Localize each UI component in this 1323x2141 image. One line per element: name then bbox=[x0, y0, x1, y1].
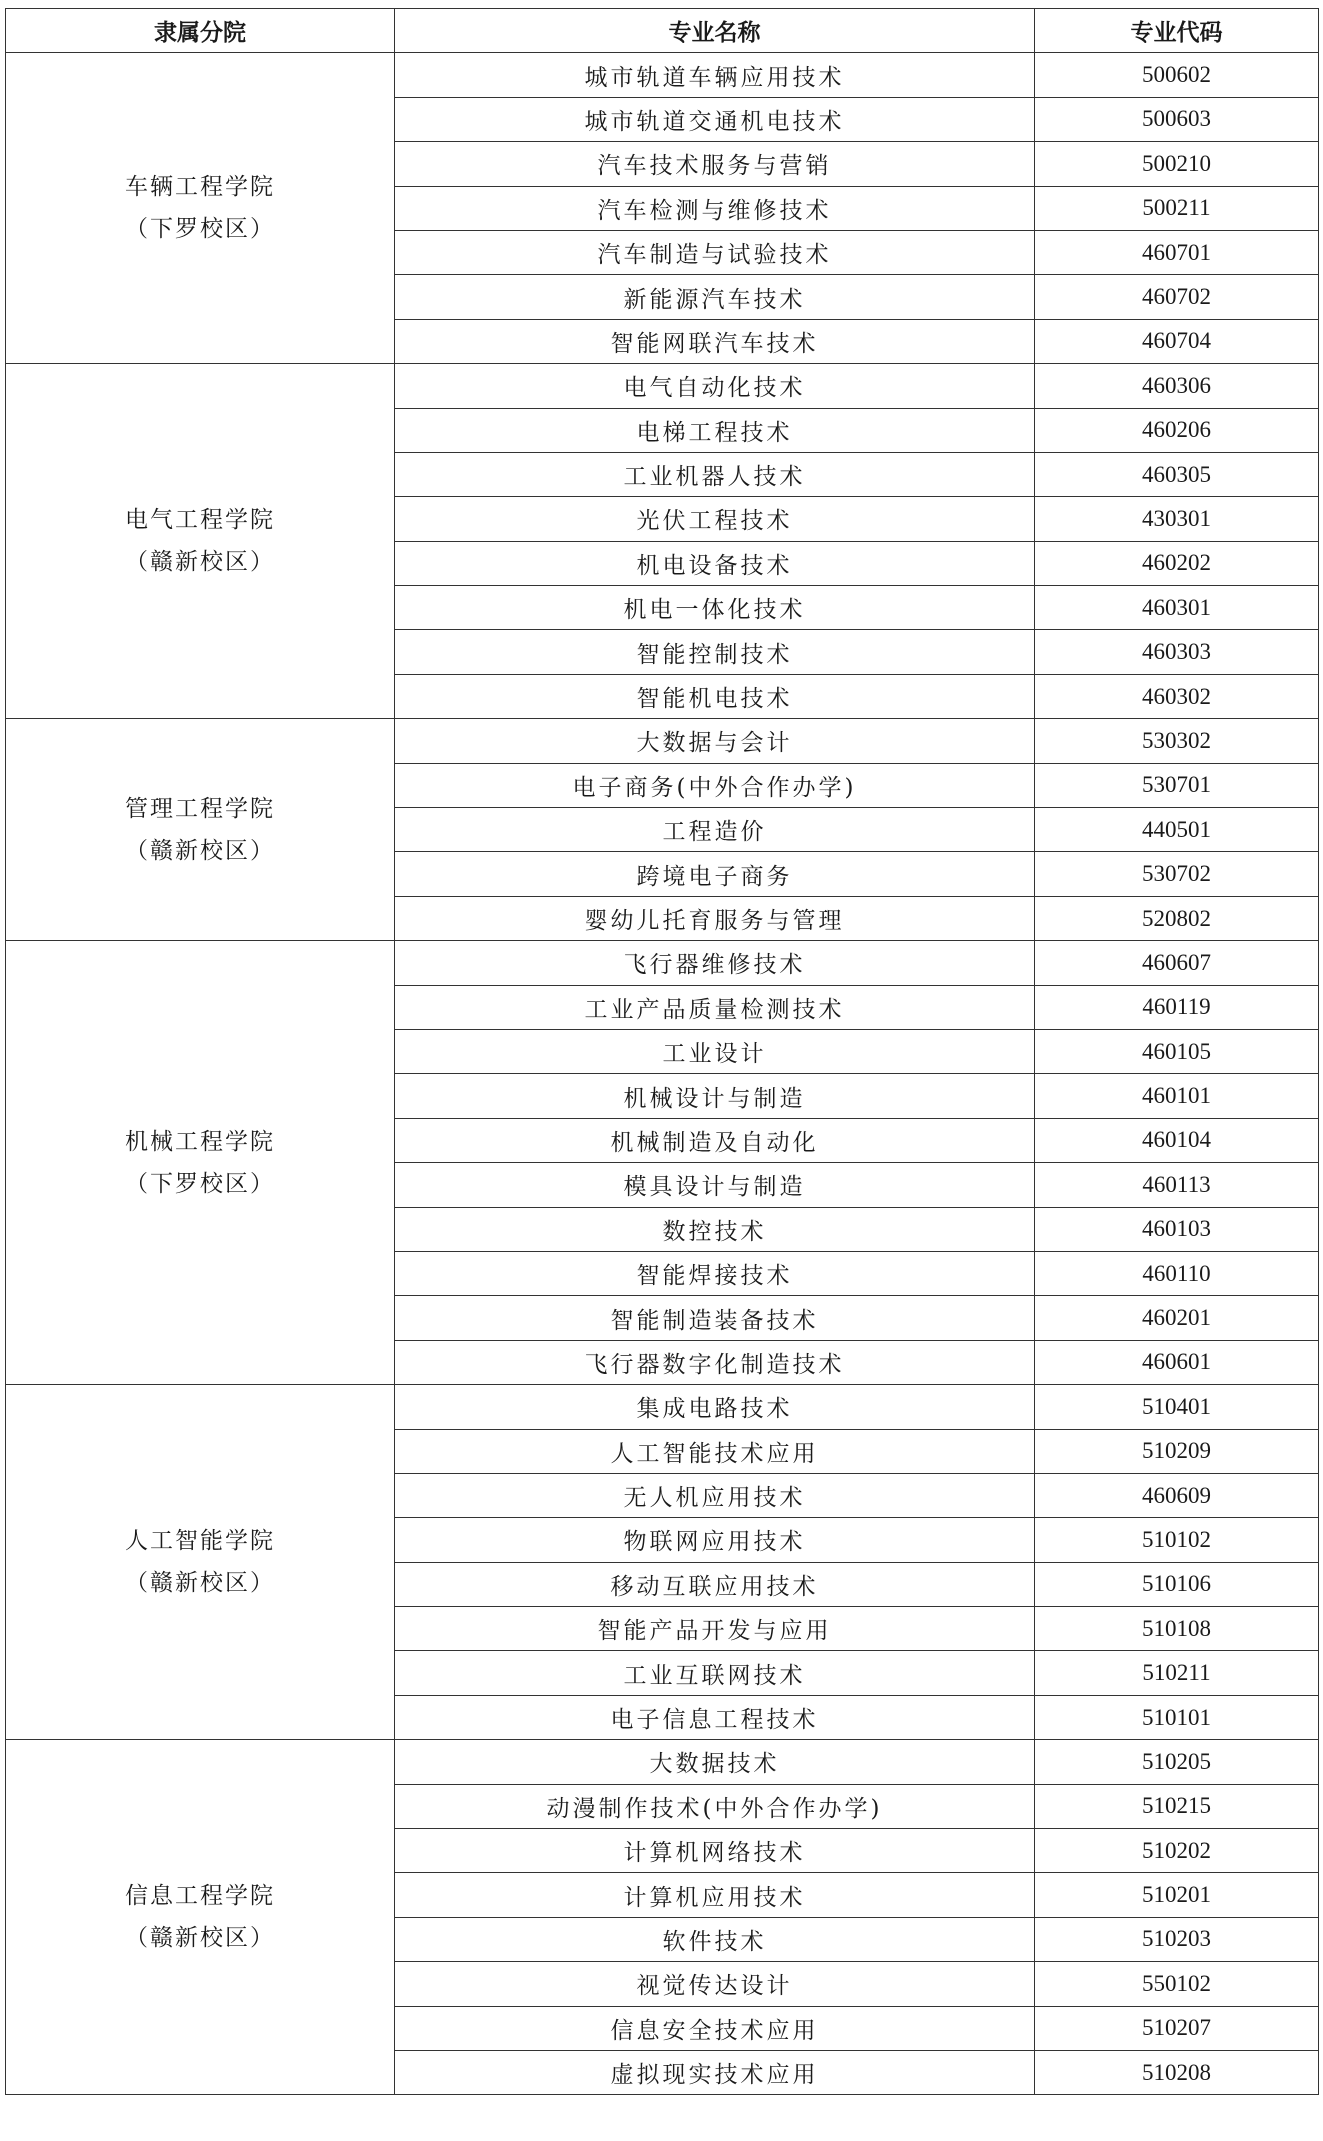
major-name: 模具设计与制造 bbox=[395, 1163, 1035, 1207]
college-name: 机械工程学院 bbox=[125, 1128, 275, 1155]
major-code: 500211 bbox=[1035, 186, 1319, 230]
table-row bbox=[6, 364, 1319, 408]
major-code: 530302 bbox=[1035, 719, 1319, 763]
major-name: 移动互联应用技术 bbox=[395, 1562, 1035, 1606]
major-code: 510209 bbox=[1035, 1429, 1319, 1473]
major-code: 460202 bbox=[1035, 541, 1319, 585]
college-name: 电气工程学院 bbox=[125, 507, 275, 534]
major-code: 460306 bbox=[1035, 364, 1319, 408]
major-code: 460609 bbox=[1035, 1473, 1319, 1517]
major-name: 软件技术 bbox=[395, 1917, 1035, 1961]
major-name: 智能机电技术 bbox=[395, 674, 1035, 718]
major-name: 智能产品开发与应用 bbox=[395, 1607, 1035, 1651]
college-name: 车辆工程学院 bbox=[125, 174, 275, 201]
major-name: 智能制造装备技术 bbox=[395, 1296, 1035, 1340]
major-name: 跨境电子商务 bbox=[395, 852, 1035, 896]
major-name: 智能网联汽车技术 bbox=[395, 319, 1035, 363]
major-code: 460206 bbox=[1035, 408, 1319, 452]
college-cell bbox=[6, 1740, 395, 2095]
major-name: 电子商务(中外合作办学) bbox=[395, 763, 1035, 807]
major-code: 510201 bbox=[1035, 1873, 1319, 1917]
major-name: 机电一体化技术 bbox=[395, 586, 1035, 630]
major-code: 430301 bbox=[1035, 497, 1319, 541]
college-campus: （下罗校区） bbox=[125, 1170, 275, 1197]
major-code: 460104 bbox=[1035, 1118, 1319, 1162]
table-row bbox=[6, 1385, 1319, 1429]
major-code: 500603 bbox=[1035, 97, 1319, 141]
major-name: 工程造价 bbox=[395, 808, 1035, 852]
major-code: 510205 bbox=[1035, 1740, 1319, 1784]
major-code: 500602 bbox=[1035, 53, 1319, 97]
major-code: 460607 bbox=[1035, 941, 1319, 985]
major-name: 城市轨道交通机电技术 bbox=[395, 97, 1035, 141]
major-name: 无人机应用技术 bbox=[395, 1473, 1035, 1517]
major-name: 飞行器数字化制造技术 bbox=[395, 1340, 1035, 1384]
major-code: 440501 bbox=[1035, 808, 1319, 852]
major-code: 510211 bbox=[1035, 1651, 1319, 1695]
major-name: 机械制造及自动化 bbox=[395, 1118, 1035, 1162]
table-row bbox=[6, 53, 1319, 97]
major-name: 视觉传达设计 bbox=[395, 1962, 1035, 2006]
major-code: 460601 bbox=[1035, 1340, 1319, 1384]
major-name: 电梯工程技术 bbox=[395, 408, 1035, 452]
major-name: 汽车检测与维修技术 bbox=[395, 186, 1035, 230]
major-code: 460302 bbox=[1035, 674, 1319, 718]
major-code: 460110 bbox=[1035, 1251, 1319, 1295]
table-row bbox=[6, 941, 1319, 985]
major-code: 510106 bbox=[1035, 1562, 1319, 1606]
major-name: 计算机网络技术 bbox=[395, 1829, 1035, 1873]
college-cell bbox=[6, 1385, 395, 1740]
header-major: 专业名称 bbox=[395, 9, 1035, 53]
major-name: 婴幼儿托育服务与管理 bbox=[395, 896, 1035, 940]
header-row bbox=[6, 9, 1319, 53]
major-code: 510202 bbox=[1035, 1829, 1319, 1873]
major-name: 集成电路技术 bbox=[395, 1385, 1035, 1429]
college-campus: （赣新校区） bbox=[125, 1925, 275, 1952]
college-name: 人工智能学院 bbox=[125, 1528, 275, 1555]
major-code: 460113 bbox=[1035, 1163, 1319, 1207]
major-code: 460704 bbox=[1035, 319, 1319, 363]
major-code: 460301 bbox=[1035, 586, 1319, 630]
college-name: 信息工程学院 bbox=[125, 1883, 275, 1910]
major-code: 460303 bbox=[1035, 630, 1319, 674]
major-name: 电气自动化技术 bbox=[395, 364, 1035, 408]
table-row bbox=[6, 719, 1319, 763]
major-name: 工业产品质量检测技术 bbox=[395, 985, 1035, 1029]
major-name: 人工智能技术应用 bbox=[395, 1429, 1035, 1473]
college-campus: （赣新校区） bbox=[125, 837, 275, 864]
college-cell bbox=[6, 53, 395, 364]
major-name: 工业互联网技术 bbox=[395, 1651, 1035, 1695]
major-name: 计算机应用技术 bbox=[395, 1873, 1035, 1917]
majors-table bbox=[5, 8, 1319, 2095]
major-code: 460701 bbox=[1035, 230, 1319, 274]
major-name: 工业设计 bbox=[395, 1029, 1035, 1073]
major-code: 460702 bbox=[1035, 275, 1319, 319]
college-cell bbox=[6, 364, 395, 719]
major-name: 汽车制造与试验技术 bbox=[395, 230, 1035, 274]
college-campus: （下罗校区） bbox=[125, 216, 275, 243]
table-body bbox=[6, 53, 1319, 2095]
college-cell bbox=[6, 941, 395, 1385]
major-name: 新能源汽车技术 bbox=[395, 275, 1035, 319]
major-name: 信息安全技术应用 bbox=[395, 2006, 1035, 2050]
major-code: 520802 bbox=[1035, 896, 1319, 940]
major-name: 光伏工程技术 bbox=[395, 497, 1035, 541]
major-code: 500210 bbox=[1035, 142, 1319, 186]
major-code: 510101 bbox=[1035, 1695, 1319, 1739]
major-name: 智能控制技术 bbox=[395, 630, 1035, 674]
major-name: 飞行器维修技术 bbox=[395, 941, 1035, 985]
major-code: 460201 bbox=[1035, 1296, 1319, 1340]
major-code: 510215 bbox=[1035, 1784, 1319, 1828]
major-name: 数控技术 bbox=[395, 1207, 1035, 1251]
major-name: 城市轨道车辆应用技术 bbox=[395, 53, 1035, 97]
major-name: 汽车技术服务与营销 bbox=[395, 142, 1035, 186]
college-name: 管理工程学院 bbox=[125, 795, 275, 822]
major-name: 智能焊接技术 bbox=[395, 1251, 1035, 1295]
college-cell bbox=[6, 719, 395, 941]
college-campus: （赣新校区） bbox=[125, 549, 275, 576]
major-name: 虚拟现实技术应用 bbox=[395, 2050, 1035, 2094]
major-name: 工业机器人技术 bbox=[395, 452, 1035, 496]
major-name: 大数据技术 bbox=[395, 1740, 1035, 1784]
header-college: 隶属分院 bbox=[6, 9, 395, 53]
major-name: 动漫制作技术(中外合作办学) bbox=[395, 1784, 1035, 1828]
major-code: 460105 bbox=[1035, 1029, 1319, 1073]
major-code: 460119 bbox=[1035, 985, 1319, 1029]
major-code: 510108 bbox=[1035, 1607, 1319, 1651]
major-code: 550102 bbox=[1035, 1962, 1319, 2006]
major-code: 460305 bbox=[1035, 452, 1319, 496]
header-code: 专业代码 bbox=[1035, 9, 1319, 53]
major-code: 460101 bbox=[1035, 1074, 1319, 1118]
major-code: 510203 bbox=[1035, 1917, 1319, 1961]
major-code: 510208 bbox=[1035, 2050, 1319, 2094]
major-code: 460103 bbox=[1035, 1207, 1319, 1251]
major-code: 510207 bbox=[1035, 2006, 1319, 2050]
table-row bbox=[6, 1740, 1319, 1784]
major-code: 510102 bbox=[1035, 1518, 1319, 1562]
major-name: 电子信息工程技术 bbox=[395, 1695, 1035, 1739]
major-code: 530701 bbox=[1035, 763, 1319, 807]
major-name: 机械设计与制造 bbox=[395, 1074, 1035, 1118]
major-code: 530702 bbox=[1035, 852, 1319, 896]
major-code: 510401 bbox=[1035, 1385, 1319, 1429]
college-campus: （赣新校区） bbox=[125, 1570, 275, 1597]
major-name: 大数据与会计 bbox=[395, 719, 1035, 763]
major-name: 物联网应用技术 bbox=[395, 1518, 1035, 1562]
major-name: 机电设备技术 bbox=[395, 541, 1035, 585]
